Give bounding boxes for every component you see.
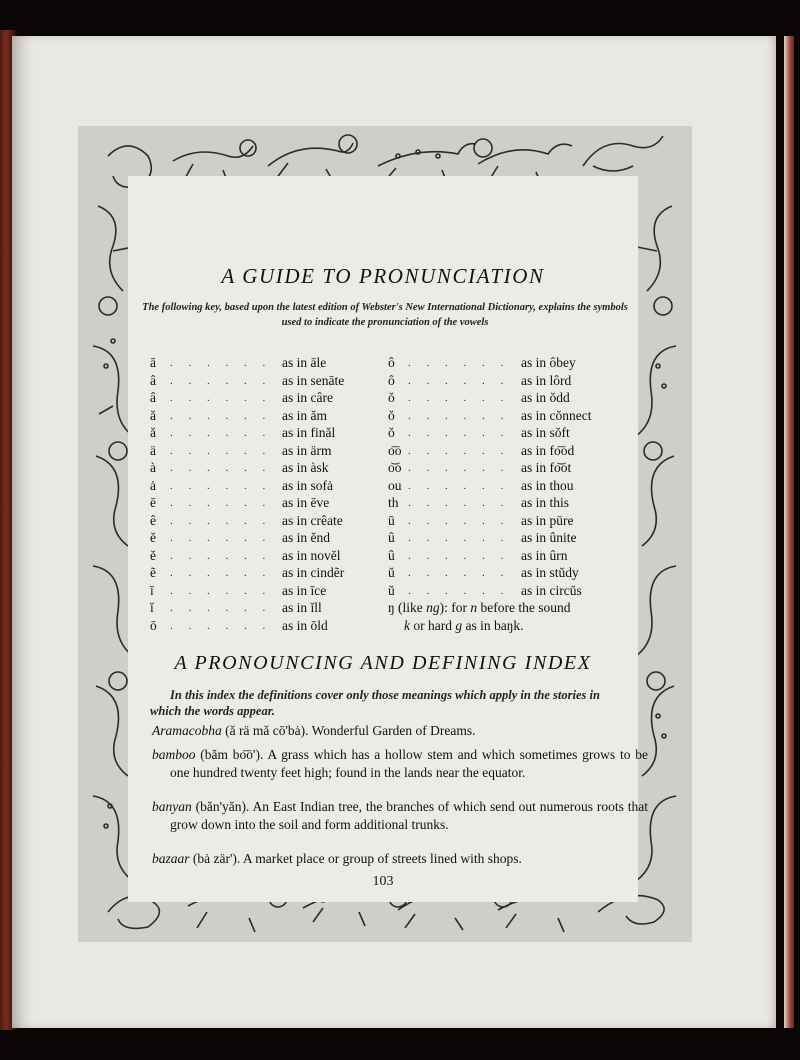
key-symbol: ŏ bbox=[388, 390, 395, 405]
key-leader-dots: . . . . . . bbox=[408, 567, 510, 579]
key-example: as in ûnite bbox=[521, 530, 577, 545]
key-example: as in àsk bbox=[282, 460, 329, 475]
key-example: as in ŏdd bbox=[521, 390, 570, 405]
entry-definition: An East Indian tree, the branches of which send out numerous roots that grow down into the soil and form additional trunks. bbox=[170, 799, 648, 832]
key-leader-dots: . . . . . . bbox=[170, 444, 272, 457]
ng-key-line-2 bbox=[404, 618, 524, 634]
key-leader-dots: . . . . . . bbox=[408, 514, 510, 527]
key-leader-dots: . . . . . . bbox=[408, 392, 510, 404]
entry-pronunciation: (ă rä mă cō'bȧ). bbox=[221, 723, 309, 738]
key-leader-dots: . . . . . . bbox=[170, 409, 272, 422]
key-leader-dots: . . . . . . bbox=[408, 497, 510, 509]
key-symbol: ă bbox=[150, 407, 156, 423]
key-symbol: th bbox=[388, 495, 399, 510]
key-symbol: ĭ bbox=[150, 600, 154, 615]
key-example: as in ûrn bbox=[521, 547, 568, 563]
ng-text: or hard bbox=[410, 618, 456, 633]
ng-text: n bbox=[470, 600, 478, 615]
key-row bbox=[150, 373, 390, 391]
key-row bbox=[150, 600, 390, 618]
key-leader-dots: . . . . . . bbox=[170, 479, 272, 492]
key-example: as in senāte bbox=[282, 372, 345, 388]
key-row bbox=[150, 548, 390, 566]
key-row bbox=[388, 443, 628, 461]
key-example: as in sŏft bbox=[521, 425, 570, 440]
key-leader-dots: . . . . . . bbox=[170, 549, 272, 562]
key-symbol: ê bbox=[150, 512, 156, 528]
key-symbol: ŭ bbox=[388, 565, 395, 580]
key-example: as in ăm bbox=[282, 407, 327, 423]
key-row bbox=[388, 425, 628, 443]
index-entry bbox=[152, 746, 648, 781]
key-symbol: ẽ bbox=[150, 565, 156, 580]
key-row bbox=[388, 530, 628, 548]
key-example: as in crêate bbox=[282, 512, 343, 528]
key-example: as in câre bbox=[282, 390, 333, 405]
key-leader-dots: . . . . . . bbox=[408, 444, 510, 457]
key-leader-dots: . . . . . . bbox=[170, 514, 272, 527]
ng-text: ng bbox=[426, 600, 440, 615]
key-example: as in thou bbox=[521, 477, 574, 493]
key-symbol: o͞o bbox=[388, 442, 402, 458]
key-row bbox=[150, 460, 390, 478]
key-example: as in ōld bbox=[282, 617, 328, 633]
ng-text: ): for bbox=[439, 600, 471, 615]
entry-definition: A market place or group of streets lined with shops. bbox=[240, 851, 522, 866]
entry-definition: Wonderful Garden of Dreams. bbox=[308, 723, 476, 738]
key-leader-dots: . . . . . . bbox=[408, 584, 510, 597]
index-title: A PRONOUNCING AND DEFINING INDEX bbox=[174, 652, 592, 674]
key-leader-dots: . . . . . . bbox=[170, 567, 272, 579]
entry-pronunciation: (băm bo͞o'). bbox=[195, 747, 264, 762]
key-symbol: ou bbox=[388, 477, 402, 493]
ng-text: as in baŋk. bbox=[462, 618, 524, 633]
guide-intro: The following key, based upon the latest edition of Webster's New International Dictionary, explains the symbols used to indicate the pronunciation of the vowels bbox=[142, 302, 628, 328]
key-symbol: û bbox=[388, 530, 395, 545]
key-row bbox=[150, 565, 390, 583]
entry-pronunciation: (bȧ zär'). bbox=[189, 851, 241, 866]
key-symbol: ŏ bbox=[388, 425, 395, 440]
key-row bbox=[150, 390, 390, 408]
entry-definition: A grass which has a hollow stem and which sometimes grows to be one hundred twenty feet high; found in the lands near the equator. bbox=[170, 747, 648, 780]
key-example: as in ĕnd bbox=[282, 530, 330, 545]
key-leader-dots: . . . . . . bbox=[170, 532, 272, 544]
key-row bbox=[388, 513, 628, 531]
key-row bbox=[388, 565, 628, 583]
key-example: as in cŏnnect bbox=[521, 407, 592, 423]
ng-key-line-1 bbox=[388, 600, 571, 616]
key-symbol: ȧ bbox=[150, 477, 156, 493]
index-entry bbox=[152, 850, 648, 868]
key-leader-dots: . . . . . . bbox=[170, 357, 272, 369]
key-row bbox=[388, 460, 628, 478]
ng-text: k bbox=[404, 618, 410, 633]
key-row bbox=[150, 495, 390, 513]
key-example: as in cindẽr bbox=[282, 565, 345, 580]
entry-word: banyan bbox=[152, 799, 192, 814]
key-leader-dots: . . . . . . bbox=[408, 374, 510, 387]
key-symbol: â bbox=[150, 372, 156, 388]
key-example: as in fo͝ot bbox=[521, 460, 572, 475]
key-leader-dots: . . . . . . bbox=[170, 374, 272, 387]
key-leader-dots: . . . . . . bbox=[408, 479, 510, 492]
key-row bbox=[388, 390, 628, 408]
entry-word: bamboo bbox=[152, 747, 196, 762]
key-symbol: ô bbox=[388, 355, 395, 370]
key-row bbox=[150, 530, 390, 548]
key-leader-dots: . . . . . . bbox=[408, 357, 510, 369]
key-row bbox=[150, 408, 390, 426]
key-example: as in sofȧ bbox=[282, 477, 333, 493]
key-leader-dots: . . . . . . bbox=[170, 584, 272, 597]
page-edge bbox=[784, 36, 794, 1028]
key-example: as in ĭll bbox=[282, 600, 322, 615]
key-leader-dots: . . . . . . bbox=[170, 602, 272, 614]
key-example: as in āle bbox=[282, 355, 327, 370]
key-symbol: ĕ bbox=[150, 530, 156, 545]
guide-title: A GUIDE TO PRONUNCIATION bbox=[221, 264, 545, 288]
key-row bbox=[150, 355, 390, 373]
key-example: as in pūre bbox=[521, 512, 574, 528]
index-entry bbox=[152, 798, 648, 833]
key-example: as in finăl bbox=[282, 425, 336, 440]
key-symbol: ă bbox=[150, 425, 156, 440]
key-example: as in īce bbox=[282, 582, 327, 598]
key-symbol: ū bbox=[388, 512, 395, 528]
key-row bbox=[150, 478, 390, 496]
key-leader-dots: . . . . . . bbox=[170, 619, 272, 632]
key-symbol: ô bbox=[388, 372, 395, 388]
key-row bbox=[150, 513, 390, 531]
key-leader-dots: . . . . . . bbox=[408, 409, 510, 422]
key-example: as in ēve bbox=[282, 495, 330, 510]
key-row bbox=[388, 355, 628, 373]
index-intro: In this index the definitions cover only those meanings which apply in the stories in which the words appear. bbox=[150, 688, 600, 718]
key-leader-dots: . . . . . . bbox=[408, 549, 510, 562]
key-example: as in this bbox=[521, 495, 570, 510]
key-leader-dots: . . . . . . bbox=[408, 427, 510, 439]
key-leader-dots: . . . . . . bbox=[408, 462, 510, 474]
key-symbol: ä bbox=[150, 442, 156, 458]
key-row bbox=[150, 618, 390, 636]
key-leader-dots: . . . . . . bbox=[170, 497, 272, 509]
key-symbol: â bbox=[150, 390, 156, 405]
key-row bbox=[150, 425, 390, 443]
key-example: as in circŭs bbox=[521, 582, 582, 598]
key-leader-dots: . . . . . . bbox=[170, 427, 272, 439]
key-symbol: ĕ bbox=[150, 547, 156, 563]
index-entry bbox=[152, 722, 648, 740]
key-row bbox=[388, 478, 628, 496]
entry-pronunciation: (băn'yăn). bbox=[191, 799, 250, 814]
key-leader-dots: . . . . . . bbox=[170, 392, 272, 404]
entry-word: bazaar bbox=[152, 851, 190, 866]
ng-text: before the sound bbox=[477, 600, 571, 615]
key-symbol: ā bbox=[150, 355, 156, 370]
page-number: 103 bbox=[372, 874, 394, 889]
ng-text: ŋ (like bbox=[388, 600, 427, 615]
key-symbol: ē bbox=[150, 495, 156, 510]
key-example: as in fo͞od bbox=[521, 442, 575, 458]
key-symbol: ō bbox=[150, 617, 157, 633]
key-symbol: ī bbox=[150, 582, 154, 598]
key-leader-dots: . . . . . . bbox=[408, 532, 510, 544]
key-symbol: û bbox=[388, 547, 395, 563]
ng-text: g bbox=[455, 618, 463, 633]
key-row bbox=[150, 583, 390, 601]
entry-word: Aramacobha bbox=[152, 723, 222, 738]
key-example: as in lôrd bbox=[521, 372, 572, 388]
key-example: as in ärm bbox=[282, 442, 332, 458]
key-example: as in novĕl bbox=[282, 547, 341, 563]
key-symbol: o͝o bbox=[388, 460, 402, 475]
key-example: as in stŭdy bbox=[521, 565, 579, 580]
key-row bbox=[388, 583, 628, 601]
key-example: as in ôbey bbox=[521, 355, 576, 370]
key-leader-dots: . . . . . . bbox=[170, 462, 272, 474]
key-row bbox=[150, 443, 390, 461]
key-row bbox=[388, 373, 628, 391]
key-row bbox=[388, 548, 628, 566]
key-symbol: ŭ bbox=[388, 582, 395, 598]
key-symbol: ŏ bbox=[388, 407, 395, 423]
key-row bbox=[388, 495, 628, 513]
key-symbol: à bbox=[150, 460, 156, 475]
key-row bbox=[388, 408, 628, 426]
